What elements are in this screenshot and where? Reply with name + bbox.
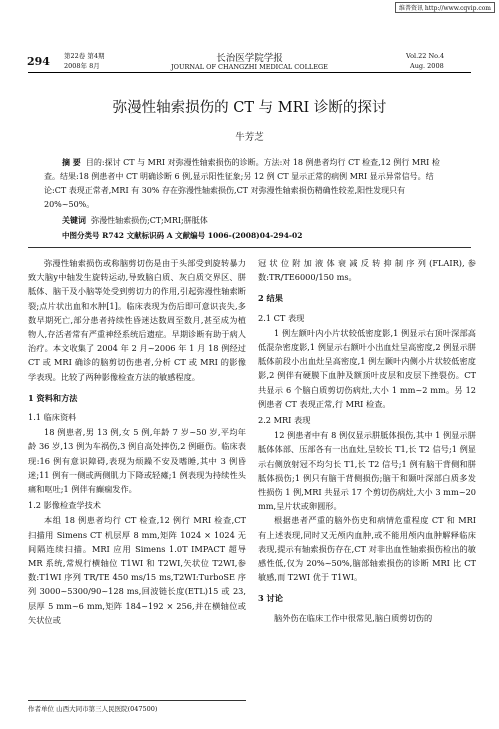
abstract-separator: [28, 247, 471, 248]
classification-line: 中图分类号 R742 文献标识码 A 文献编号 1006-(2008)04-294-02: [62, 231, 303, 240]
abstract: [44, 155, 455, 212]
ct-findings-paragraph: 1 例左额叶内小片状较低密度影,1 例显示右顶叶深部高低混杂密度影,1 例显示右额叶小出血灶呈高密度,2 例显示胼胝体前段小出血灶呈高密度,1 例左颞叶内侧小片状较低密度影,2 例伴有硬膜下血肿及额顶叶皮层和皮层下挫裂伤。CT 共显示 6 个脑白质剪切伤病灶,大小 1 mm~2 mm。另 12 例患者 CT 表现正常,行 MRI 检查。: [258, 327, 476, 409]
date-en: Aug. 2008: [410, 62, 444, 70]
article-title: 弥漫性轴索损伤的 CT 与 MRI 诊断的探讨: [112, 100, 387, 116]
header-rule: [28, 72, 471, 73]
keywords: [62, 215, 208, 226]
page-number: 294: [27, 55, 50, 68]
discussion-paragraph: 脑外伤在临床工作中很常见,脑白质剪切伤的: [274, 612, 433, 623]
imaging-technique-paragraph: 本组 18 例患者均行 CT 检查,12 例行 MRI 检查,CT 扫描用 Simens CT 机层厚 8 mm,矩阵 1024 × 1024 无间隔连续扫描。MRI 应用 Simens 1.0T IMPACT 超导 MR 系统,常规行横轴位 T1WI 和 T2WI,矢状位 T2WI,参数:T1WI 序列 TR/TE 450 ms/15 ms,T2WI:TurboSE 序列 3000~5300/90~128 ms,回波链长度(ETL)15 或 23,层厚 5 mm~6 mm,矩阵 184~192 × 256,并在横轴位或矢状位或: [28, 515, 246, 625]
date-cn: 2008年 8月: [64, 62, 100, 70]
right-column: [258, 256, 476, 625]
subsection-heading-1-1: 1.1 临床资料: [28, 412, 77, 423]
clinical-data-paragraph: 18 例患者,男 13 例,女 5 例,年龄 7 岁~50 岁,平均年龄 36 岁,13 例为车祸伤,3 例自高处摔伤,2 例砸伤。临床表现:16 例有意识障碍,表现为烦躁不安及嗜睡,其中 3 例昏迷;11 例有一侧或两侧肌力下降或轻瘫;1 例表现为持续性头痛和呕吐;1 例伴有癫痫发作。: [28, 427, 246, 495]
left-column: [28, 256, 246, 627]
section-heading-2: 2 结果: [258, 293, 283, 304]
section-heading-1: 1 资料和方法: [28, 392, 78, 403]
abstract-label: 摘 要: [62, 157, 81, 167]
article-author: 牛芳芝: [235, 132, 264, 143]
author-affiliation-footnote: 作者单位 山西大同市第三人民医院(047500): [28, 700, 246, 713]
volume-en: Vol.22 No.4: [406, 52, 445, 60]
journal-name-cn: 长治医学院学报: [216, 53, 283, 64]
intro-paragraph: 弥漫性轴索损伤或称脑剪切伤是由于头部受到旋转暴力致大脑у中轴发生旋转运动,导致脑白质、灰白质交界区、胼胝体、脑干及小脑等处受到剪切力的作用,引起弥漫性轴索断裂;点片状出血和水肿[1]。临床表现为伤后即可意识丧失,多数早期死亡,部分患者持续性昏迷达数周至数月,甚至成为植物人,存活者常有严重神经系统后遗症。早期诊断有助于病人治疗。本文收集了 2004 年 2 月~2006 年 1 月 18 例经过 CT 或 MRI 确诊的脑剪切伤患者,分析 CT 或 MRI 的影像学表现。比较了两种影像检查方法的敏感程度。: [28, 258, 246, 382]
subsection-heading-2-2: 2.2 MRI 表现: [258, 415, 311, 426]
mri-summary-paragraph: 根据患者严重的脑外伤史和病情危重程度 CT 和 MRI 有上述表现,同时又无颅内血肿,或不能用颅内血肿解释临床表现,提示有轴索损伤存在,CT 对非出血性轴索损伤检出的敏感性低,仅为 20%~50%,脑部轴索损伤的诊断 MRI 比 CT 敏感,而 T2WI 优于 T1WI。: [258, 515, 476, 583]
volume-cn: 第22卷 第4期: [64, 52, 105, 60]
keywords-text: 弥漫性轴索损伤;CT;MRI;胼胝体: [91, 216, 208, 225]
section-heading-3: 3 讨论: [258, 593, 283, 604]
subsection-heading-1-2: 1.2 影像检查学技术: [28, 500, 101, 511]
continued-paragraph: 冠状位附加液体衰减反转抑制序列(FLAIR),参数:TR/TE6000/150 ms。: [258, 258, 476, 283]
watermark: 维普资讯 http://www.cqvip.com: [395, 2, 495, 13]
keywords-label: 关键词: [62, 215, 86, 225]
subsection-heading-2-1: 2.1 CT 表现: [258, 312, 305, 323]
mri-findings-paragraph: 12 例患者中有 8 例仅显示胼胝体损伤,其中 1 例显示胼胝体体部、压部各有一出血灶,呈较长 T1,长 T2 信号;1 例显示右侧放射冠不均匀长 T1,长 T2 信号;1 例有脑干背侧和胼胝体损伤;1 例只有脑干背侧损伤;脑干和颞叶深部白质多发性损伤 1 例,MRI 共显示 17 个剪切伤病灶,大小 3 mm~20 mm,呈片状或卵圆形。: [258, 430, 476, 512]
abstract-text: 目的:探讨 CT 与 MRI 对弥漫性轴索损伤的诊断。方法:对 18 例患者均行 CT 检查,12 例行 MRI 检查。结果:18 例患者中 CT 明确诊断 6 例,显示阳性征象;另 12 例 CT 显示正常的病例 MRI 显示异常信号。结论:CT 表现正常者,MRI 有 30% 存在弥漫性轴索损伤,CT 对弥漫性轴索损伤精确性较差,阳性发现只有 20%~50%。: [44, 158, 440, 209]
journal-name-en: JOURNAL OF CHANGZHI MEDICAL COLLEGE: [171, 63, 328, 71]
